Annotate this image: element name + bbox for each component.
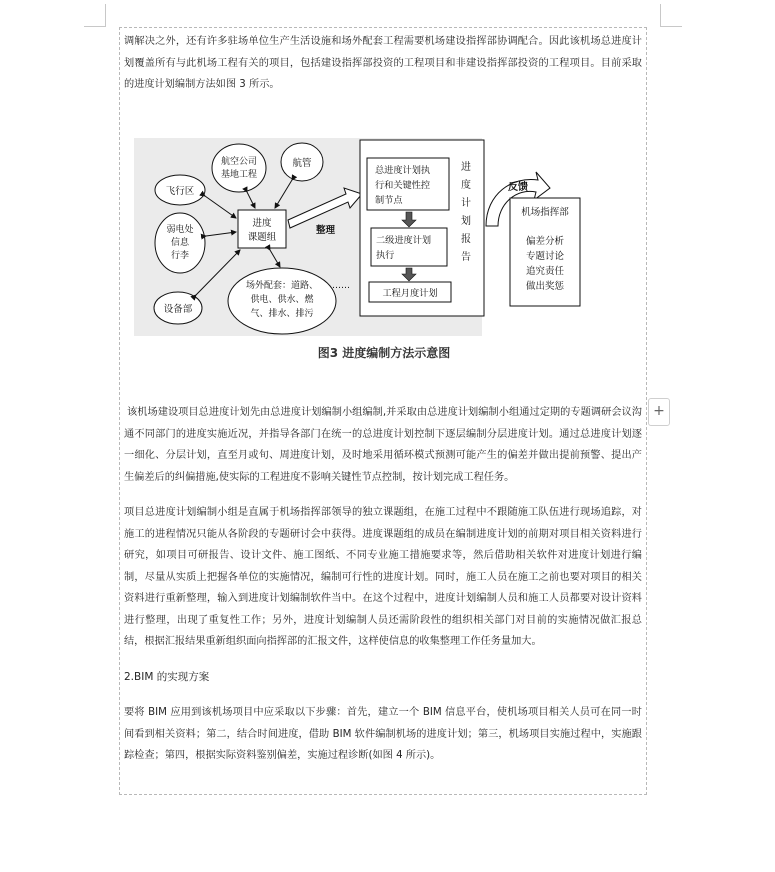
text-block-main xyxy=(124,402,642,767)
master-plan-label-2: 行和关键性控 xyxy=(375,180,431,191)
crop-mark-top-left-v xyxy=(105,4,106,26)
hq-line-2: 专题讨论 xyxy=(525,251,565,262)
center-node-label-1: 进度 xyxy=(252,218,272,229)
power-label-2: 信息 xyxy=(170,238,190,248)
feedback-label: 反馈 xyxy=(508,182,528,193)
report-label-1: 进 xyxy=(461,162,471,173)
hq-title: 机场指挥部 xyxy=(521,207,569,218)
crop-mark-top-left-h xyxy=(84,26,106,27)
flight-area-label: 飞行区 xyxy=(165,186,195,197)
paragraph-3: 项目总进度计划编制小组是直属于机场指挥部领导的独立课题组，在施工过程中不跟随施工队伍进行现场追踪，对施工的进程情况只能从各阶段的专题研讨会中获得。进度课题组的成员在编制进度计划的前期对项目相关资料进行研究，如项目可研报告、设计文件、施工图纸、不同专业施工措施要求等，然后借助相关软件对进度计划进行编制，尽量从实质上把握各单位的实施情况，编制可行性的进度计划。同时，施工人员在施工之前也要对项目的相关资料进行重新整理，输入到进度计划编制软件当中。在这个过程中，进度计划编制人员和施工人员都要对设计资料进行整理，出现了重复性工作；另外，进度计划编制人员还需阶段性的组织相关部门对目前的实施情况做汇报总结，根据汇报结果重新组织面向指挥部的汇报文件，这样使信息的收集整理工作任务量加大。 xyxy=(124,507,642,647)
report-label-5: 报 xyxy=(461,234,471,245)
master-plan-label-1: 总进度计划执 xyxy=(375,165,431,176)
section-heading-bim: 2.BIM 的实现方案 xyxy=(124,670,210,683)
report-label-4: 划 xyxy=(461,216,471,227)
atc-label: 航管 xyxy=(292,158,312,169)
monthly-plan-label: 工程月度计划 xyxy=(382,288,438,299)
crop-mark-top-right-h xyxy=(660,26,682,27)
hq-line-4: 做出奖惩 xyxy=(525,281,565,292)
offsite-label-1: 场外配套：道路、 xyxy=(245,281,319,291)
airline-label-1: 航空公司 xyxy=(220,157,258,167)
hq-line-3: 追究责任 xyxy=(525,266,565,277)
airline-label-2: 基地工程 xyxy=(220,170,258,180)
center-node-label-2: 课题组 xyxy=(247,232,277,243)
equipment-label: 设备部 xyxy=(163,304,193,315)
power-label-1: 弱电处 xyxy=(166,225,194,235)
report-label-2: 度 xyxy=(461,180,471,191)
power-label-3: 行李 xyxy=(170,251,190,261)
organize-label: 整理 xyxy=(316,225,336,236)
paragraph-4: 要将 BIM 应用到该机场项目中应采取以下步骤：首先，建立一个 BIM 信息平台，使机场项目相关人员可在同一时间看到相关资料；第二，结合时间进度，借助 BIM 软件编制机场的进度计划；第三，机场项目实施过程中，实施跟踪检查；第四，根据实际资料鉴别偏差，实施过程诊断(如图 4 所示)。 xyxy=(124,707,642,761)
text-block-top xyxy=(124,31,642,96)
secondary-plan-label-2: 执行 xyxy=(376,250,395,261)
airline-node xyxy=(212,144,266,192)
add-button[interactable]: + xyxy=(648,398,670,426)
report-label-3: 计 xyxy=(461,198,471,209)
paragraph-2: 该机场建设项目总进度计划先由总进度计划编制小组编制,并采取由总进度计划编制小组通过定期的专题调研会议沟通不同部门的进度实施近况，并指导各部门在统一的总进度计划控制下逐层编制分层进度计划。通过总进度计划逐一细化、分层计划，直至月或旬、周进度计划，及时地采用循环模式预测可能产生的偏差并做出提前预警、提出产生偏差后的纠偏措施,使实际的工程进度不影响关键性节点控制，按计划完成工程任务。 xyxy=(124,407,642,483)
more-dots: …… xyxy=(332,281,350,291)
report-label-6: 告 xyxy=(461,252,471,263)
figure-3-diagram xyxy=(120,118,648,342)
master-plan-label-3: 制节点 xyxy=(375,195,403,206)
figure-3-caption: 图3 进度编制方法示意图 xyxy=(317,346,451,360)
hq-line-1: 偏差分析 xyxy=(525,236,565,247)
crop-mark-top-right-v xyxy=(660,4,661,26)
document-page xyxy=(119,27,647,795)
offsite-label-2: 供电、供水、燃 xyxy=(250,295,314,305)
secondary-plan-label-1: 二级进度计划 xyxy=(376,235,432,246)
offsite-label-3: 气、排水、排污 xyxy=(250,309,314,319)
paragraph-1: 调解决之外，还有许多驻场单位生产生活设施和场外配套工程需要机场建设指挥部协调配合。因此该机场总进度计划覆盖所有与此机场工程有关的项目，包括建设指挥部投资的工程项目和非建设指挥部投资的工程项目。目前采取的进度计划编制方法如图 3 所示。 xyxy=(124,36,642,90)
